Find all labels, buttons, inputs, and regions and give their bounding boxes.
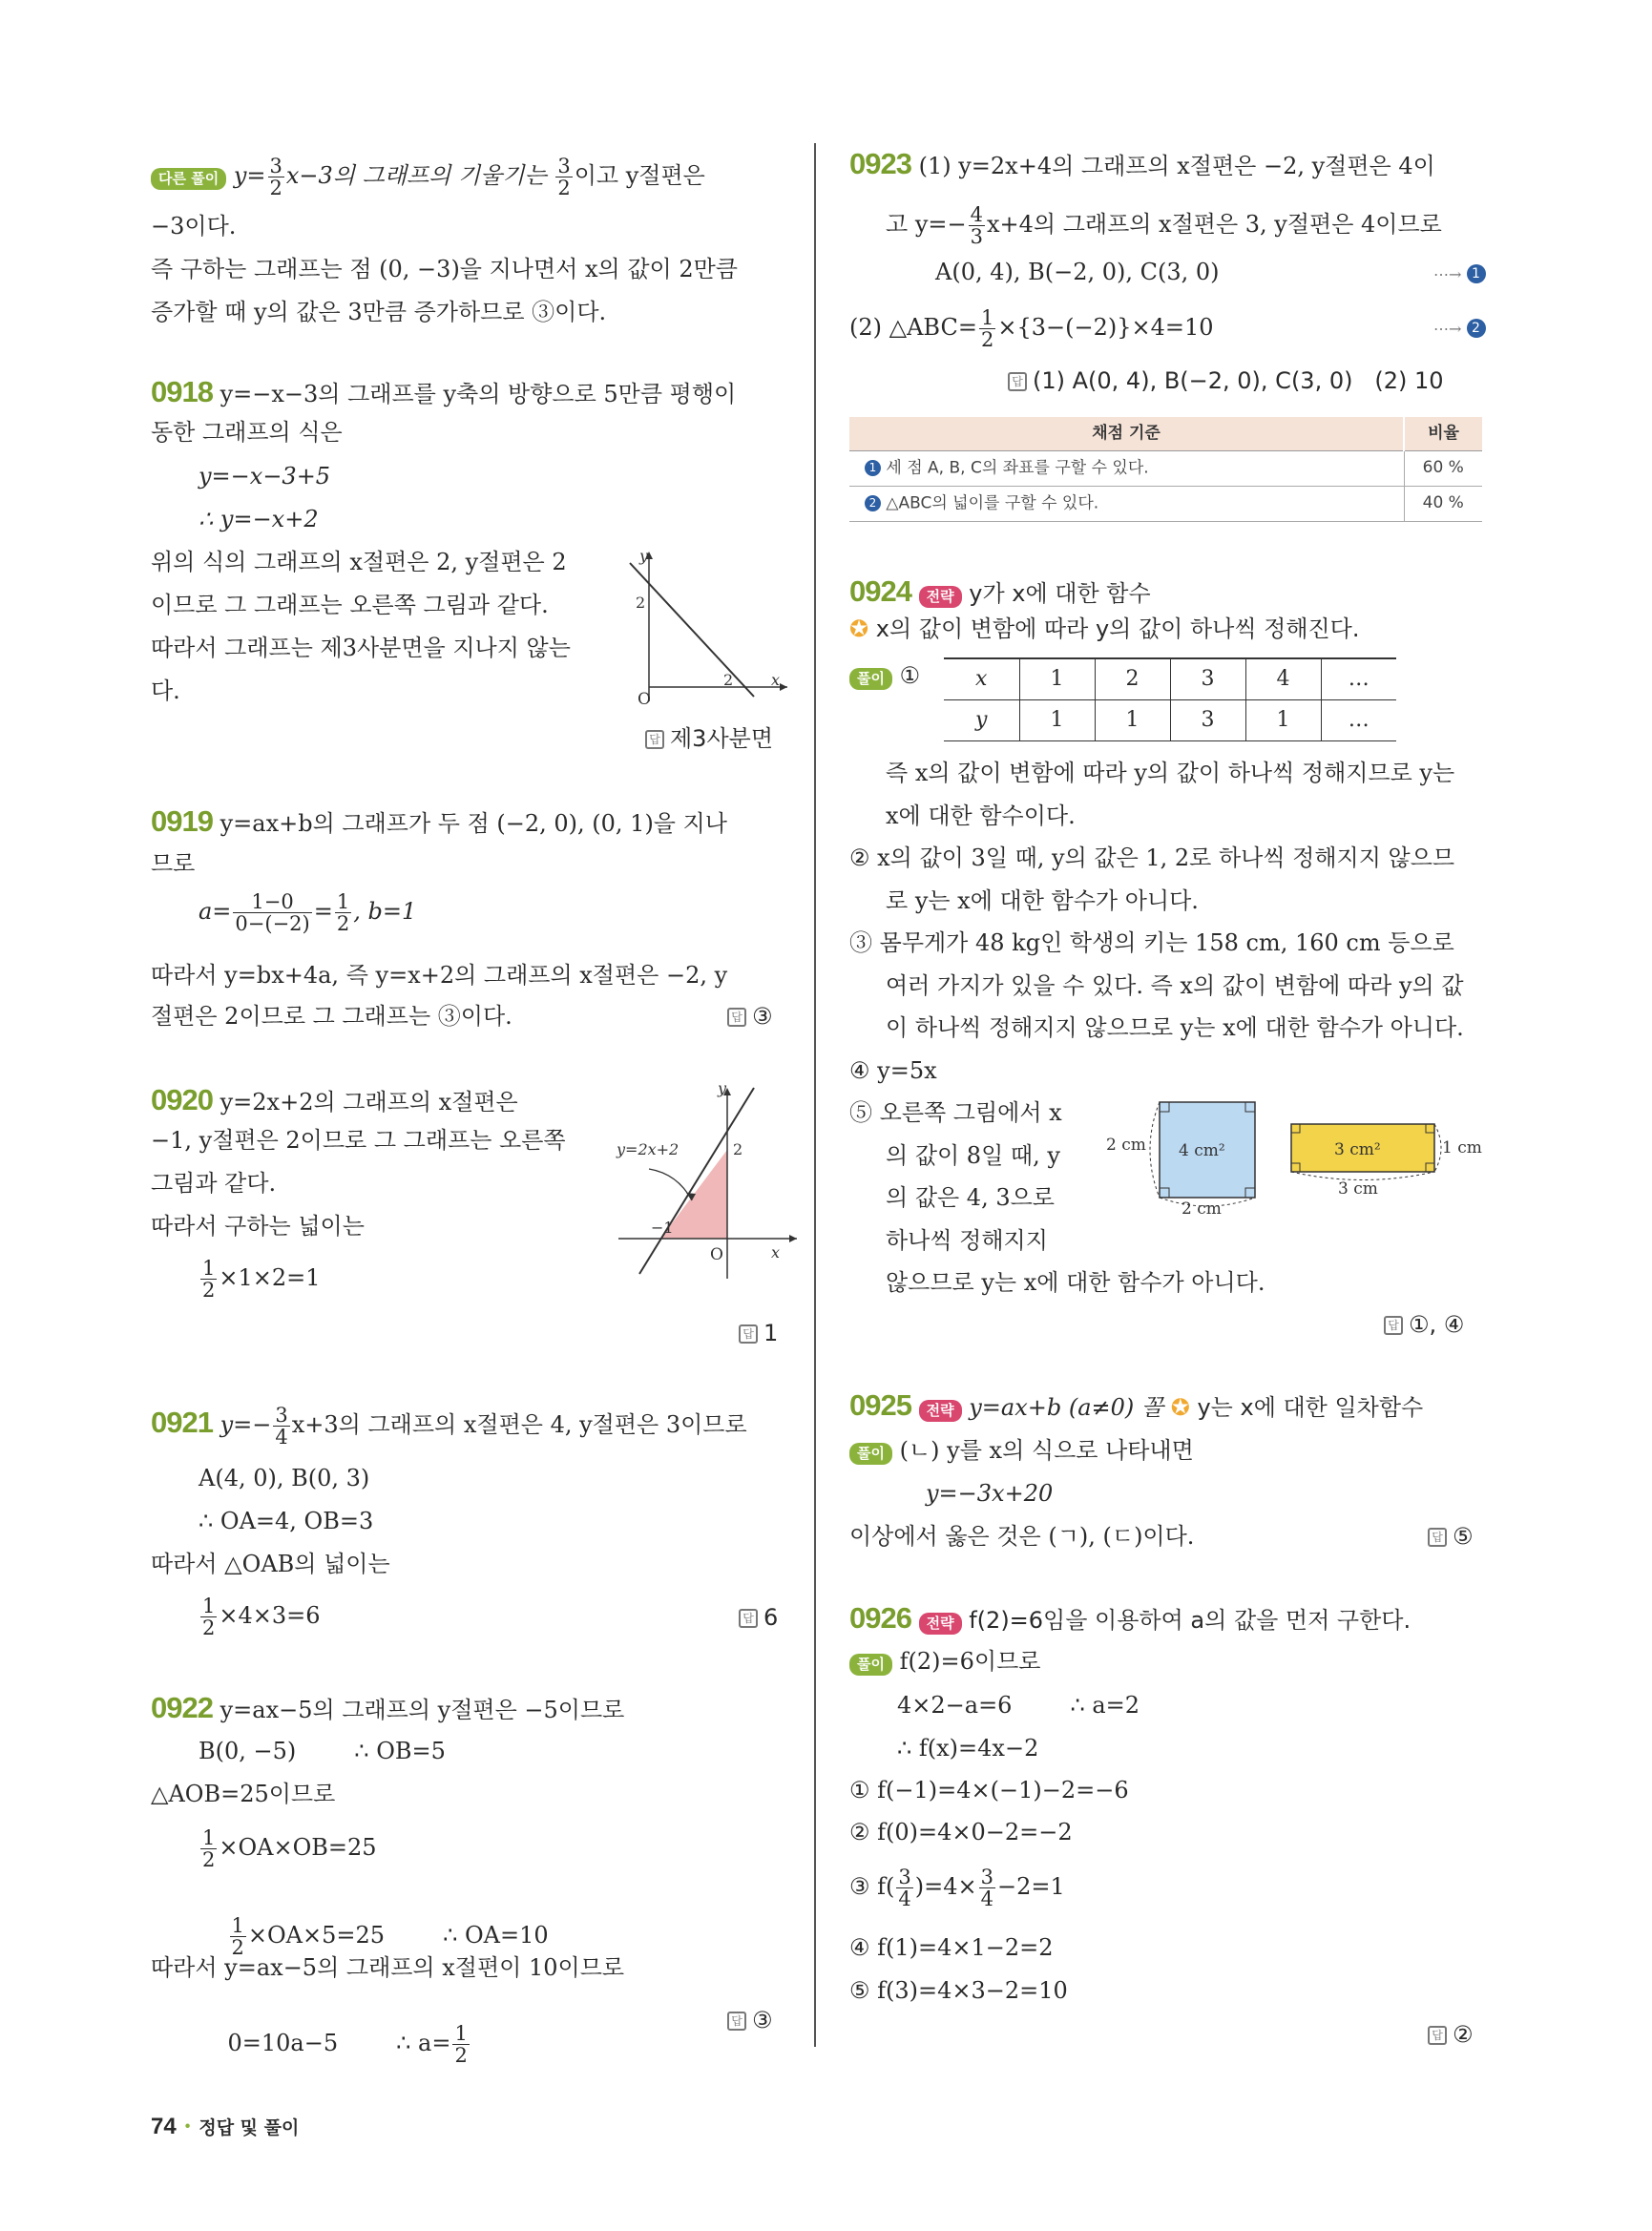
answer-0925: 답 ⑤ [1428,1525,1474,1548]
problem-0924-line10: 의 값이 8일 때, y [886,1142,1060,1169]
problem-0926-line5: ① f(−1)=4×(−1)−2=−6 [849,1777,1129,1804]
problem-0918-line8: 다. [151,678,180,704]
footer-title: 정답 및 풀이 [199,2117,300,2138]
problem-0924-line13: 않으므로 y는 x에 대한 함수가 아니다. [886,1269,1265,1296]
tip-icon: ✪ [1170,1394,1190,1421]
problem-0921-calc: $\frac{1}{2}$ ×4×3=6 [202,1595,321,1640]
problem-0924-line5: ③ 몸무게가 48 kg인 학생의 키는 158 cm, 160 cm 등으로 [849,929,1454,956]
answer-0923: 답 (1) A(0, 4), B(−2, 0), C(3, 0) (2) 10 [1008,369,1444,392]
problem-0918-line1: 0918 y=−x−3의 그래프를 y축의 방향으로 5만큼 평행이 [151,375,737,408]
problem-0922-line1: 0922 y=ax−5의 그래프의 y절편은 −5이므로 [151,1691,625,1724]
problem-0921-line3: ∴ OA=4, OB=3 [199,1508,374,1534]
problem-0924-line3: ② x의 값이 3일 때, y의 값은 1, 2로 하나씩 정해지지 않으므 [849,844,1455,871]
problem-0924-line2: x에 대한 함수이다. [886,803,1076,829]
column-divider [814,143,816,2047]
step-marker-1: ⋯→ 1 [1433,261,1486,283]
scoring-table [849,417,1482,522]
problem-0926-line7: ③ f( $\frac{3}{4}$ )=4× $\frac{3}{4}$ −2=1 [849,1866,1065,1911]
problem-0919-line1: 0919 y=ax+b의 그래프가 두 점 (−2, 0), (0, 1)을 지나 [151,804,727,838]
problem-0925-eq: y=−3x+20 [926,1480,1054,1507]
problem-0918-line6: 이므로 그 그래프는 오른쪽 그림과 같다. [151,592,549,618]
answer-icon: 답 [739,1609,758,1628]
problem-0918-line2: 동한 그래프의 식은 [151,419,343,446]
problem-number: 0922 [151,1691,213,1724]
solution-tag: 풀이 [849,1443,892,1465]
problem-0918-line7: 따라서 그래프는 제3사분면을 지나지 않는 [151,635,571,661]
problem-0926-line9: ⑤ f(3)=4×3−2=10 [849,1977,1068,2004]
solution-tag: 풀이 [849,1654,892,1676]
scoring-row-2-ratio: 40 % [1404,486,1482,521]
graph-0918-x-label: x [771,671,781,689]
answer-icon: 답 [1428,2026,1447,2045]
rect-area-label: 3 cm² [1334,1140,1381,1159]
problem-0924-line11: 의 값은 4, 3으로 [886,1184,1055,1211]
problem-number: 0920 [151,1083,213,1116]
problem-0924-tip: ✪ x의 값이 변함에 따라 y의 값이 하나씩 정해진다. [849,615,1360,642]
problem-0926-line3: 4×2−a=6 ∴ a=2 [897,1692,1140,1719]
alt-solution-line3: 즉 구하는 그래프는 점 (0, −3)을 지나면서 x의 값이 2만큼 [151,256,738,282]
problem-0926-line8: ④ f(1)=4×1−2=2 [849,1934,1054,1961]
problem-0918-eq2: ∴ y=−x+2 [199,506,319,532]
problem-0921-line4: 따라서 △OAB의 넓이는 [151,1551,390,1577]
function-table [944,657,1396,741]
problem-0926-line1: 0926 전략 f(2)=6임을 이용하여 a의 값을 먼저 구한다. [849,1601,1412,1635]
alt-solution-line2: −3이다. [151,213,237,240]
problem-0920-line4: 따라서 구하는 넓이는 [151,1213,365,1240]
strategy-tag: 전략 [919,1613,962,1635]
problem-number: 0926 [849,1601,911,1635]
scoring-row-1-ratio: 60 % [1404,450,1482,486]
answer-0922: 답 ③ [727,2009,773,2032]
problem-0922-line5: 0=10a−5 ∴ a= $\frac{1}{2}$ [227,2022,468,2068]
answer-0918: 답 제3사분면 [645,727,773,750]
problem-0926-line4: ∴ f(x)=4x−2 [897,1735,1039,1762]
problem-number: 0918 [151,375,213,408]
square-area-label: 4 cm² [1179,1141,1225,1160]
answer-icon: 답 [727,2012,746,2031]
tip-icon: ✪ [849,615,869,642]
problem-0924-line12: 하나씩 정해지지 [886,1227,1048,1254]
graph-0920-y-int: 2 [733,1140,743,1158]
problem-0922-line3: △AOB=25이므로 [151,1781,336,1807]
answer-icon: 답 [1384,1316,1403,1335]
problem-0925-line3: 이상에서 옳은 것은 (ㄱ), (ㄷ)이다. [849,1523,1195,1550]
alt-solution-tag: 다른 풀이 [151,168,226,190]
problem-0920-calc: $\frac{1}{2}$ ×1×2=1 [202,1257,321,1303]
problem-0919-line2: 므로 [151,850,196,877]
problem-0926-line2: 풀이 f(2)=6이므로 [849,1650,1040,1676]
scoring-row-2: 2 △ABC의 넓이를 구할 수 있다. [849,486,1404,521]
answer-icon: 답 [1428,1528,1447,1547]
problem-0924-line6: 여러 가지가 있을 수 있다. 즉 x의 값이 변함에 따라 y의 값 [886,972,1464,999]
strategy-tag: 전략 [919,1400,962,1422]
problem-number: 0921 [151,1406,213,1440]
problem-0922-line4: 따라서 y=ax−5의 그래프의 x절편이 10이므로 [151,1954,625,1981]
problem-0923-line3: A(0, 4), B(−2, 0), C(3, 0) [935,259,1220,285]
step-marker-2: ⋯→ 2 [1433,315,1486,338]
problem-0924-line1b: 즉 x의 값이 변함에 따라 y의 값이 하나씩 정해지므로 y는 [886,760,1455,786]
alt-solution-line1: 다른 풀이 y= $\frac{3}{2}$ x−3의 그래프의 기울기는 $\frac{3}{2}$ 이고 y절편은 [151,156,705,198]
problem-number: 0924 [849,574,911,608]
graph-0918-origin: O [638,690,651,706]
problem-0921-line1: 0921 y=− $\frac{3}{4}$ x+3의 그래프의 x절편은 4, y절편은 3이므로 [151,1404,747,1449]
problem-0922-calc2: $\frac{1}{2}$ ×OA×5=25 ∴ OA=10 [231,1914,549,1960]
answer-icon: 답 [727,1008,746,1027]
problem-0920-line2: −1, y절편은 2이므로 그 그래프는 오른쪽 [151,1127,566,1154]
problem-0923-line4: (2) △ABC= $\frac{1}{2}$ ×{3−(−2)}×4=10 [849,306,1214,352]
problem-0921-line2: A(4, 0), B(0, 3) [199,1465,370,1491]
problem-0924-line8: ④ y=5x [849,1057,937,1084]
graph-0920-y-label: y [718,1079,727,1097]
problem-0924-line4: 로 y는 x에 대한 함수가 아니다. [886,887,1199,914]
square-bottom-label: 2 cm [1181,1199,1222,1217]
answer-0921: 답 6 [739,1606,778,1629]
table-row-x: x 1 2 3 4 … [944,658,1396,699]
problem-0919-line3: 따라서 y=bx+4a, 즉 y=x+2의 그래프의 x절편은 −2, y [151,962,728,989]
graph-0920-origin: O [710,1245,723,1264]
scoring-row-1: 1 세 점 A, B, C의 좌표를 구할 수 있다. [849,450,1404,486]
table-row-y: y 1 1 3 1 … [944,699,1396,740]
answer-0919: 답 ③ [727,1005,773,1028]
problem-0924-line7: 이 하나씩 정해지지 않으므로 y는 x에 대한 함수가 아니다. [886,1014,1464,1041]
problem-0924-line9: ⑤ 오른쪽 그림에서 x [849,1099,1062,1126]
problem-0923-line2: 고 y=− $\frac{4}{3}$ x+4의 그래프의 x절편은 3, y절편은 4이므로 [886,203,1442,249]
problem-0920-line3: 그림과 같다. [151,1170,277,1197]
strategy-tag: 전략 [919,586,962,608]
answer-0926: 답 ② [1428,2023,1474,2046]
problem-0926-line6: ② f(0)=4×0−2=−2 [849,1819,1073,1845]
problem-0925-line2: 풀이 (ㄴ) y를 x의 식으로 나타내면 [849,1439,1194,1465]
rect-bottom-label: 3 cm [1338,1179,1378,1199]
graph-0918 [611,544,792,706]
problem-number: 0925 [849,1388,911,1422]
problem-number: 0919 [151,804,213,838]
problem-0923-line1: 0923 (1) y=2x+4의 그래프의 x절편은 −2, y절편은 4이 [849,147,1435,180]
problem-0919-line4: 절편은 2이므로 그 그래프는 ③이다. [151,1003,512,1030]
graph-0920-x-int: −1 [651,1219,674,1237]
answer-0920: 답 1 [739,1322,778,1345]
problem-0922-calc1: $\frac{1}{2}$ ×OA×OB=25 [202,1826,377,1872]
graph-0918-y-int: 2 [636,594,646,612]
problem-0922-line2: B(0, −5) ∴ OB=5 [199,1738,446,1764]
problem-0919-eq: a= $\frac{1-0}{0-(-2)}$ = $\frac{1}{2}$ , b=1 [199,890,417,936]
answer-0924: 답 ①, ④ [1384,1313,1464,1336]
problem-0918-eq1: y=−x−3+5 [199,463,331,490]
problem-0925-line1: 0925 전략 y=ax+b (a≠0) 꼴 ✪ y는 x에 대한 일차함수 [849,1388,1424,1422]
page-footer: 74 · 정답 및 풀이 [151,2112,300,2139]
graph-0920-x-label: x [771,1243,781,1261]
problem-0924-line1: 0924 전략 y가 x에 대한 함수 [849,574,1151,608]
page-number: 74 [151,2114,177,2139]
graph-0918-y-label: y [639,547,649,565]
square-rect-figure [1102,1093,1484,1217]
answer-icon: 답 [645,730,664,749]
problem-0918-line5: 위의 식의 그래프의 x절편은 2, y절편은 2 [151,549,567,575]
answer-icon: 답 [739,1324,758,1344]
answer-icon: 답 [1008,372,1027,391]
scoring-header-criteria: 채점 기준 [849,417,1404,450]
problem-0924-solution-start: 풀이 ① [849,664,920,690]
graph-0918-x-int: 2 [723,671,734,689]
problem-number: 0923 [849,147,911,180]
rect-side-label: 1 cm [1442,1138,1482,1157]
alt-solution-line4: 증가할 때 y의 값은 3만큼 증가하므로 ③이다. [151,299,607,325]
scoring-header-ratio: 비율 [1404,417,1482,450]
square-side-label: 2 cm [1106,1136,1146,1155]
graph-0920 [611,1078,802,1283]
graph-0920-line-label: y=2x+2 [617,1140,680,1158]
problem-0920-line1: 0920 y=2x+2의 그래프의 x절편은 [151,1083,518,1116]
solution-tag: 풀이 [849,668,892,690]
